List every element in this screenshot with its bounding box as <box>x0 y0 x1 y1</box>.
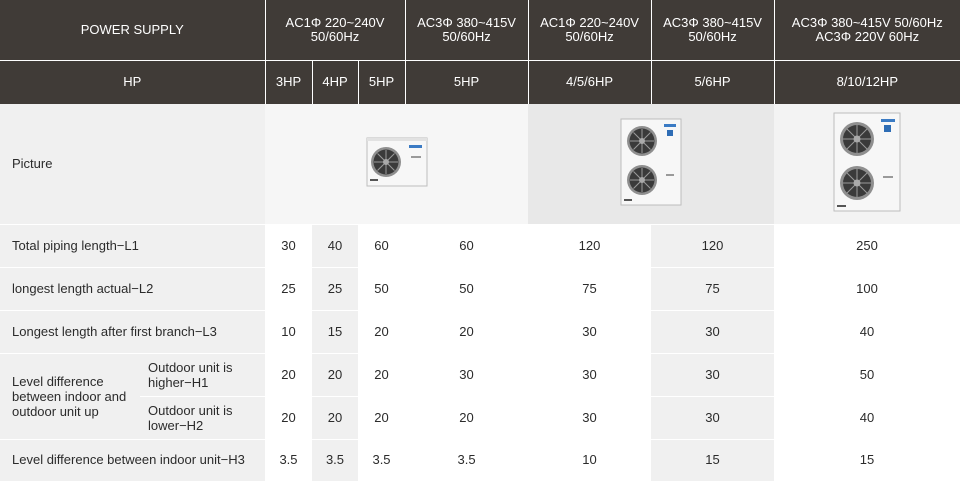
table-cell: 100 <box>774 267 960 310</box>
outdoor-unit-image <box>833 112 901 215</box>
table-cell: 20 <box>312 396 358 439</box>
table-cell: 20 <box>265 396 312 439</box>
table-cell: 15 <box>651 439 774 481</box>
power-supply-line: AC1Φ 220~240V <box>540 14 639 30</box>
hp-cell: 5/6HP <box>651 60 774 104</box>
table-cell: 30 <box>528 353 651 396</box>
table-cell: 25 <box>312 267 358 310</box>
power-supply-cell <box>774 0 960 60</box>
row-label: Longest length after first branch−L3 <box>0 310 265 353</box>
hp-cell: 4/5/6HP <box>528 60 651 104</box>
level-difference-group-label: Level difference between indoor and outdoor unit up <box>0 353 140 439</box>
table-cell: 50 <box>774 353 960 396</box>
table-cell: 30 <box>651 353 774 396</box>
table-cell: 30 <box>528 310 651 353</box>
row-label: Outdoor unit is higher−H1 <box>140 353 265 396</box>
table-cell: 25 <box>265 267 312 310</box>
table-row <box>0 396 960 439</box>
table-cell: 30 <box>528 396 651 439</box>
table-cell: 60 <box>358 224 405 267</box>
table-row <box>0 439 960 481</box>
table-cell: 10 <box>265 310 312 353</box>
table-cell: 3.5 <box>265 439 312 481</box>
table-cell: 20 <box>265 353 312 396</box>
table-cell: 250 <box>774 224 960 267</box>
table-cell: 3.5 <box>312 439 358 481</box>
power-supply-cell <box>265 0 405 60</box>
power-supply-row <box>0 0 960 60</box>
hp-cell: 4HP <box>312 60 358 104</box>
power-supply-line: 50/60Hz <box>565 28 614 44</box>
power-supply-cell <box>651 0 774 60</box>
table-cell: 30 <box>651 396 774 439</box>
picture-label: Picture <box>0 104 265 224</box>
table-cell: 120 <box>528 224 651 267</box>
table-cell: 40 <box>774 396 960 439</box>
hp-header: HP <box>0 60 265 104</box>
power-supply-line: AC3Φ 380~415V <box>417 14 516 30</box>
hp-cell: 3HP <box>265 60 312 104</box>
hp-cell: 8/10/12HP <box>774 60 960 104</box>
row-label: longest length actual−L2 <box>0 267 265 310</box>
table-row <box>0 267 960 310</box>
row-label: Outdoor unit is lower−H2 <box>140 396 265 439</box>
table-cell: 30 <box>405 353 528 396</box>
table-cell: 20 <box>405 396 528 439</box>
table-cell: 30 <box>651 310 774 353</box>
table-cell: 3.5 <box>358 439 405 481</box>
table-cell: 120 <box>651 224 774 267</box>
table-cell: 60 <box>405 224 528 267</box>
row-label: Total piping length−L1 <box>0 224 265 267</box>
power-supply-cell <box>528 0 651 60</box>
table-cell: 10 <box>528 439 651 481</box>
power-supply-line: 50/60Hz <box>310 28 360 44</box>
outdoor-unit-image <box>366 136 428 191</box>
hp-cell: 5HP <box>358 60 405 104</box>
table-cell: 20 <box>358 353 405 396</box>
table-cell: 50 <box>405 267 528 310</box>
table-cell: 15 <box>774 439 960 481</box>
table-row <box>0 353 960 396</box>
table-cell: 50 <box>358 267 405 310</box>
picture-cell <box>774 104 960 224</box>
power-supply-line: AC3Φ 380~415V 50/60Hz <box>791 14 943 30</box>
table-cell: 20 <box>358 396 405 439</box>
power-supply-cell <box>405 0 528 60</box>
picture-row <box>0 104 960 224</box>
table-row <box>0 224 960 267</box>
table-cell: 15 <box>312 310 358 353</box>
table-cell: 30 <box>265 224 312 267</box>
row-label: Level difference between indoor unit−H3 <box>0 439 265 481</box>
hp-row <box>0 60 960 104</box>
power-supply-line: AC3Φ 220V 60Hz <box>815 28 920 44</box>
outdoor-unit-image <box>620 118 682 209</box>
table-cell: 20 <box>312 353 358 396</box>
table-cell: 3.5 <box>405 439 528 481</box>
picture-cell <box>265 104 528 224</box>
table-cell: 40 <box>312 224 358 267</box>
power-supply-line: 50/60Hz <box>688 28 737 44</box>
power-supply-line: AC3Φ 380~415V <box>663 14 762 30</box>
table-cell: 75 <box>528 267 651 310</box>
power-supply-line: 50/60Hz <box>442 28 491 44</box>
power-supply-header: POWER SUPPLY <box>0 0 265 60</box>
table-cell: 75 <box>651 267 774 310</box>
table-cell: 40 <box>774 310 960 353</box>
table-row <box>0 310 960 353</box>
picture-cell <box>528 104 774 224</box>
table-cell: 20 <box>358 310 405 353</box>
table-cell: 20 <box>405 310 528 353</box>
power-supply-line: AC1Φ 220~240V <box>285 14 385 30</box>
hp-cell: 5HP <box>405 60 528 104</box>
